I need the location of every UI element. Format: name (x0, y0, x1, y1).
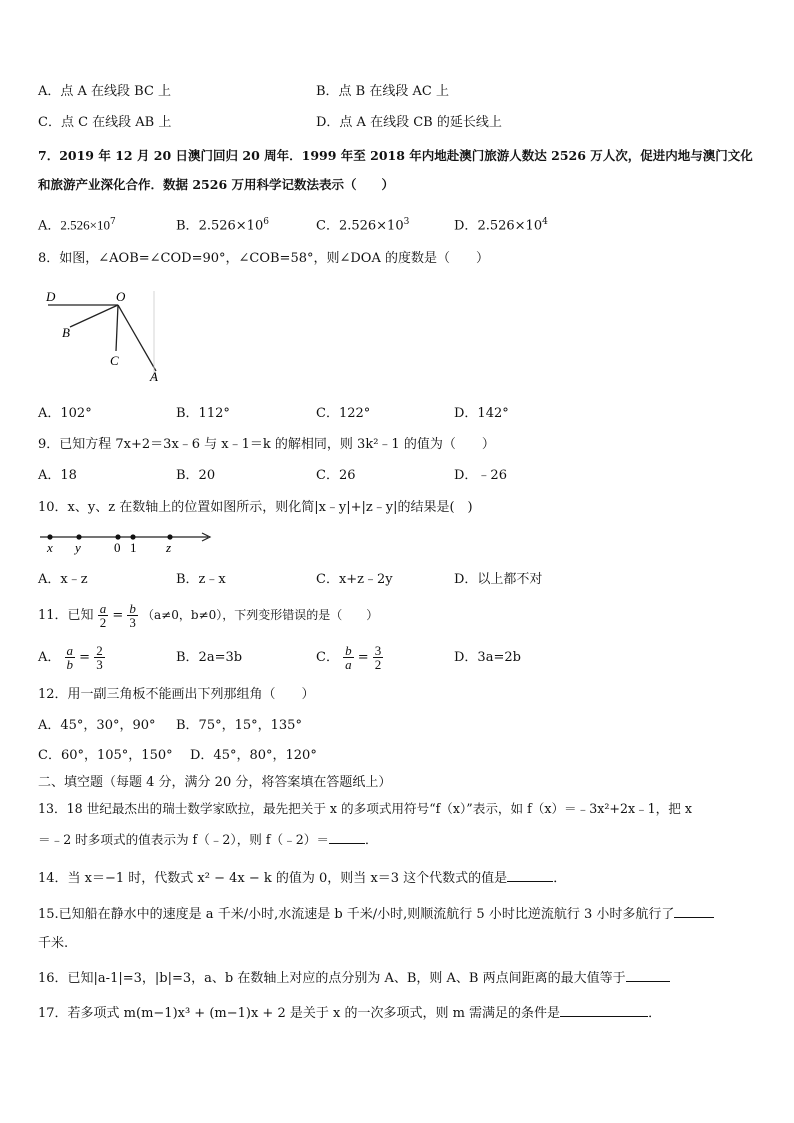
q6-option-d: D．点 A 在线段 CB 的延长线上 (316, 115, 502, 130)
q11-stem: 11．已知 $\frac{a}{2}$ = $\frac{b}{3}$ （a≠0，b≠0），下列变形错误的是（ ） (38, 601, 379, 630)
q8-label-d: D (46, 289, 56, 304)
q16-answer-blank[interactable] (626, 969, 670, 982)
q14-answer-blank[interactable] (507, 869, 553, 882)
q8-option-a: A．102° (38, 406, 92, 421)
q6-option-a: A．点 A 在线段 BC 上 (38, 84, 172, 99)
q10-label-y: y (75, 540, 81, 555)
q13-answer-blank[interactable] (329, 831, 365, 844)
q10-option-d: D．以上都不对 (454, 572, 543, 587)
q12-option-b: B．75°，15°，135° (176, 718, 302, 733)
q7-option-a: A．$2.526\times 10^7$ (38, 217, 116, 234)
q15-stem-line2: 千米. (38, 936, 69, 951)
q10-label-z: z (166, 540, 172, 555)
q7-option-b: B．$2.526\times 10^6$ (176, 217, 269, 234)
q11-option-b: B．2a=3b (176, 650, 243, 665)
q13-stem-line1: 13．18 世纪最杰出的瑞士数学家欧拉，最先把关于 x 的多项式用符号“f（x）”表示，如 f（x）＝﹣3x²+2x﹣1，把 x (38, 801, 692, 816)
q9-option-d: D．﹣26 (454, 468, 507, 483)
q8-label-o: O (116, 289, 126, 304)
q6-option-c: C．点 C 在线段 AB 上 (38, 115, 172, 130)
q10-stem: 10．x、y、z 在数轴上的位置如图所示，则化简|x﹣y|+|z﹣y|的结果是( ) (38, 500, 473, 515)
q7-stem-line1: 7．2019 年 12 月 20 日澳门回归 20 周年．1999 年至 2018 年内地赴澳门旅游人数达 2526 万人次，促进内地与澳门文化 (38, 148, 753, 163)
q15-stem-line1: 15.已知船在静水中的速度是 a 千米/小时,水流速是 b 千米/小时,则顺流航行 5 小时比逆流航行 3 小时多航行了 (38, 905, 714, 924)
q16-stem: 16．已知|a-1|=3，|b|=3，a、b 在数轴上对应的点分别为 A、B，则 A、B 两点间距离的最大值等于 (38, 969, 670, 988)
q10-label-0: 0 (114, 540, 121, 555)
q7-option-d: D．$2.526\times 10^4$ (454, 217, 548, 234)
q17-stem: 17．若多项式 m(m−1)x³ + (m−1)x + 2 是关于 x 的一次多项式，则 m 需满足的条件是 ． (38, 1006, 662, 1021)
q8-option-c: C．122° (316, 406, 371, 421)
q12-option-c: C．60°，105°，150° (38, 748, 173, 763)
q10-label-1: 1 (130, 540, 137, 555)
q8-angle-figure (40, 285, 170, 385)
q9-option-a: A．18 (38, 468, 77, 483)
q13-stem-line2: ＝﹣2 时多项式的值表示为 f（﹣2），则 f（﹣2）＝ ． (38, 832, 378, 847)
q10-option-b: B．z﹣x (176, 572, 226, 587)
q8-option-d: D．142° (454, 406, 509, 421)
q8-option-b: B．112° (176, 406, 230, 421)
q8-stem: 8．如图，∠AOB=∠COD=90°，∠COB=58°，则∠DOA 的度数是（ ） (38, 251, 489, 266)
q10-number-line (38, 527, 218, 557)
q8-label-a: A (150, 369, 158, 384)
q9-stem: 9．已知方程 7x+2＝3x﹣6 与 x﹣1＝k 的解相同，则 3k²﹣1 的值为（ ） (38, 437, 495, 452)
q14-stem: 14．当 x＝−1 时，代数式 x² − 4x − k 的值为 0，则当 x＝3 这个代数式的值是 ． (38, 871, 567, 886)
q6-option-b: B．点 B 在线段 AC 上 (316, 84, 449, 99)
section-heading-fill-in: 二、填空题（每题 4 分，满分 20 分，将答案填在答题纸上） (38, 775, 392, 790)
q10-label-x: x (47, 540, 53, 555)
q12-option-a: A．45°，30°，90° (38, 718, 156, 733)
q9-option-c: C．26 (316, 468, 356, 483)
q10-option-a: A．x﹣z (38, 572, 88, 587)
q7-option-c: C．$2.526\times 10^3$ (316, 217, 410, 234)
q8-label-c: C (110, 353, 119, 368)
q12-stem: 12．用一副三角板不能画出下列那组角（ ） (38, 687, 315, 702)
q15-answer-blank[interactable] (674, 905, 714, 918)
q10-option-c: C．x+z﹣2y (316, 572, 393, 587)
q11-option-c: C． $\frac{b}{a}$ = $\frac{3}{2}$ (316, 643, 382, 672)
q8-label-b: B (62, 325, 70, 340)
q11-option-d: D．3a=2b (454, 650, 521, 665)
q9-option-b: B．20 (176, 468, 216, 483)
q7-stem-line2: 和旅游产业深化合作．数据 2526 万用科学记数法表示（ ） (38, 177, 394, 192)
q12-option-d: D．45°，80°，120° (190, 748, 317, 763)
q11-option-a: A． $\frac{a}{b}$ = $\frac{2}{3}$ (38, 643, 103, 672)
q17-answer-blank[interactable] (560, 1004, 648, 1017)
